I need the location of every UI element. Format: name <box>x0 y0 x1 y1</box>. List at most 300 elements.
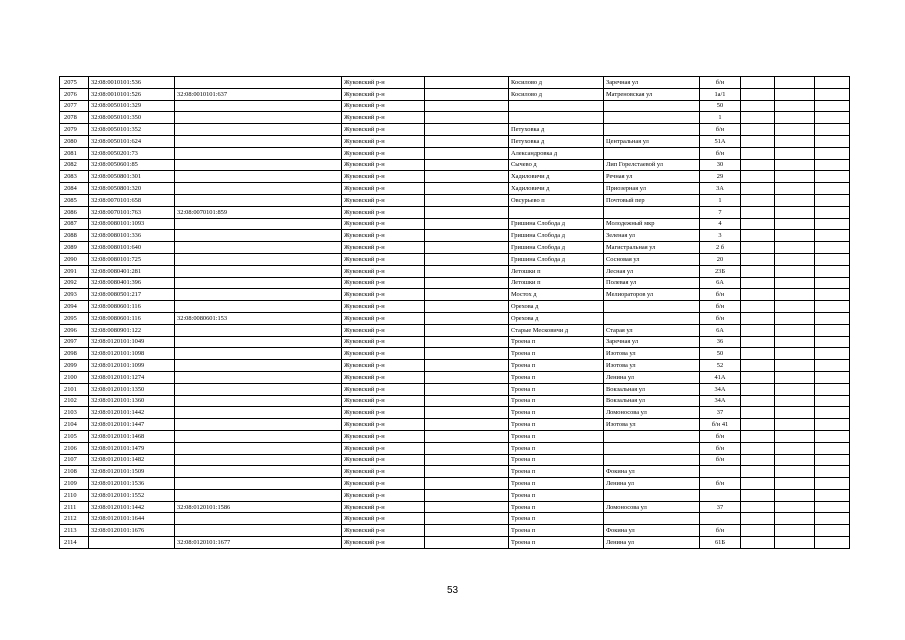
empty-cell <box>741 171 775 183</box>
table-row <box>60 489 850 501</box>
row-number: 2083 <box>60 171 89 183</box>
settlement-cell: Гришина Слобода д <box>509 230 604 242</box>
street-cell: Матреновская ул <box>604 88 700 100</box>
linked-cadastral-number <box>175 513 342 525</box>
empty-cell <box>815 171 850 183</box>
empty-cell <box>815 383 850 395</box>
house-number-cell: б/н 41 <box>700 419 741 431</box>
empty-cell <box>815 206 850 218</box>
district-cell: Жуковский р-н <box>342 466 425 478</box>
district-cell: Жуковский р-н <box>342 489 425 501</box>
house-number-cell: б/н <box>700 478 741 490</box>
house-number-cell: 50 <box>700 100 741 112</box>
linked-cadastral-number <box>175 289 342 301</box>
street-cell <box>604 513 700 525</box>
linked-cadastral-number <box>175 454 342 466</box>
empty-cell <box>741 442 775 454</box>
street-cell <box>604 454 700 466</box>
row-number: 2114 <box>60 537 89 549</box>
street-cell: Заречная ул <box>604 77 700 89</box>
house-number-cell: 61Б <box>700 537 741 549</box>
property-register-table <box>59 76 850 549</box>
empty-cell <box>815 395 850 407</box>
table-row <box>60 525 850 537</box>
empty-cell <box>741 124 775 136</box>
street-cell: Фокина ул <box>604 525 700 537</box>
row-number: 2090 <box>60 253 89 265</box>
empty-cell <box>775 407 815 419</box>
district-cell: Жуковский р-н <box>342 454 425 466</box>
settlement-cell: Орехова д <box>509 301 604 313</box>
empty-cell <box>425 501 509 513</box>
house-number-cell: 30 <box>700 159 741 171</box>
district-cell: Жуковский р-н <box>342 301 425 313</box>
settlement-cell: Троена п <box>509 513 604 525</box>
empty-cell <box>741 537 775 549</box>
district-cell: Жуковский р-н <box>342 442 425 454</box>
empty-cell <box>775 88 815 100</box>
table-row <box>60 77 850 89</box>
cadastral-number: 32:08:0120101:1442 <box>89 501 175 513</box>
empty-cell <box>815 159 850 171</box>
empty-cell <box>775 112 815 124</box>
empty-cell <box>775 489 815 501</box>
empty-cell <box>775 395 815 407</box>
table-row <box>60 194 850 206</box>
table-row <box>60 442 850 454</box>
table-row <box>60 312 850 324</box>
street-cell <box>604 489 700 501</box>
cadastral-number: 32:08:0080101:725 <box>89 253 175 265</box>
district-cell: Жуковский р-н <box>342 419 425 431</box>
table-row <box>60 336 850 348</box>
linked-cadastral-number <box>175 489 342 501</box>
settlement-cell: Гришина Слобода д <box>509 253 604 265</box>
table-row <box>60 371 850 383</box>
empty-cell <box>815 312 850 324</box>
district-cell: Жуковский р-н <box>342 242 425 254</box>
linked-cadastral-number <box>175 253 342 265</box>
empty-cell <box>741 100 775 112</box>
row-number: 2084 <box>60 183 89 195</box>
cadastral-number: 32:08:0120101:1644 <box>89 513 175 525</box>
table-row <box>60 206 850 218</box>
empty-cell <box>425 112 509 124</box>
cadastral-number: 32:08:0120101:1442 <box>89 407 175 419</box>
empty-cell <box>741 230 775 242</box>
row-number: 2079 <box>60 124 89 136</box>
empty-cell <box>815 466 850 478</box>
empty-cell <box>741 407 775 419</box>
street-cell: Старая ул <box>604 324 700 336</box>
empty-cell <box>815 88 850 100</box>
empty-cell <box>775 218 815 230</box>
house-number-cell: б/н <box>700 289 741 301</box>
empty-cell <box>775 147 815 159</box>
empty-cell <box>775 513 815 525</box>
cadastral-number: 32:08:0050101:350 <box>89 112 175 124</box>
empty-cell <box>815 77 850 89</box>
settlement-cell: Троена п <box>509 336 604 348</box>
street-cell: Ленина ул <box>604 537 700 549</box>
empty-cell <box>425 147 509 159</box>
empty-cell <box>815 419 850 431</box>
district-cell: Жуковский р-н <box>342 206 425 218</box>
settlement-cell: Троена п <box>509 407 604 419</box>
settlement-cell: Косилово д <box>509 77 604 89</box>
empty-cell <box>425 124 509 136</box>
empty-cell <box>425 253 509 265</box>
empty-cell <box>425 301 509 313</box>
empty-cell <box>815 265 850 277</box>
empty-cell <box>815 253 850 265</box>
linked-cadastral-number <box>175 466 342 478</box>
row-number: 2088 <box>60 230 89 242</box>
house-number-cell: б/н <box>700 77 741 89</box>
table-row <box>60 383 850 395</box>
house-number-cell: 1а/1 <box>700 88 741 100</box>
row-number: 2110 <box>60 489 89 501</box>
settlement-cell <box>509 112 604 124</box>
cadastral-number: 32:08:0120101:1468 <box>89 430 175 442</box>
district-cell: Жуковский р-н <box>342 183 425 195</box>
linked-cadastral-number <box>175 336 342 348</box>
empty-cell <box>425 194 509 206</box>
empty-cell <box>425 478 509 490</box>
empty-cell <box>741 253 775 265</box>
district-cell: Жуковский р-н <box>342 407 425 419</box>
cadastral-number <box>89 537 175 549</box>
district-cell: Жуковский р-н <box>342 100 425 112</box>
row-number: 2086 <box>60 206 89 218</box>
cadastral-number: 32:08:0120101:1098 <box>89 348 175 360</box>
row-number: 2106 <box>60 442 89 454</box>
row-number: 2094 <box>60 301 89 313</box>
empty-cell <box>741 430 775 442</box>
street-cell: Полевая ул <box>604 277 700 289</box>
row-number: 2091 <box>60 265 89 277</box>
table-row <box>60 501 850 513</box>
district-cell: Жуковский р-н <box>342 324 425 336</box>
empty-cell <box>815 489 850 501</box>
linked-cadastral-number: 32:08:0120101:1677 <box>175 537 342 549</box>
settlement-cell: Троена п <box>509 537 604 549</box>
empty-cell <box>741 336 775 348</box>
cadastral-number: 32:08:0120101:1482 <box>89 454 175 466</box>
cadastral-number: 32:08:0080501:217 <box>89 289 175 301</box>
empty-cell <box>425 277 509 289</box>
linked-cadastral-number <box>175 430 342 442</box>
settlement-cell: Петуховка д <box>509 135 604 147</box>
row-number: 2107 <box>60 454 89 466</box>
empty-cell <box>425 218 509 230</box>
linked-cadastral-number <box>175 395 342 407</box>
empty-cell <box>425 537 509 549</box>
district-cell: Жуковский р-н <box>342 336 425 348</box>
empty-cell <box>815 407 850 419</box>
empty-cell <box>775 277 815 289</box>
house-number-cell: 50 <box>700 348 741 360</box>
house-number-cell <box>700 489 741 501</box>
district-cell: Жуковский р-н <box>342 289 425 301</box>
empty-cell <box>775 478 815 490</box>
district-cell: Жуковский р-н <box>342 430 425 442</box>
settlement-cell: Троена п <box>509 395 604 407</box>
empty-cell <box>815 100 850 112</box>
linked-cadastral-number: 32:08:0010101:637 <box>175 88 342 100</box>
table-row <box>60 135 850 147</box>
empty-cell <box>815 218 850 230</box>
cadastral-number: 32:08:0120101:1049 <box>89 336 175 348</box>
cadastral-number: 32:08:0050601:85 <box>89 159 175 171</box>
street-cell: Мелиораторов ул <box>604 289 700 301</box>
empty-cell <box>741 265 775 277</box>
empty-cell <box>815 230 850 242</box>
empty-cell <box>425 371 509 383</box>
table-row <box>60 100 850 112</box>
table-row <box>60 112 850 124</box>
empty-cell <box>425 206 509 218</box>
settlement-cell: Троена п <box>509 360 604 372</box>
district-cell: Жуковский р-н <box>342 501 425 513</box>
empty-cell <box>815 478 850 490</box>
empty-cell <box>775 230 815 242</box>
linked-cadastral-number <box>175 135 342 147</box>
empty-cell <box>425 171 509 183</box>
empty-cell <box>741 301 775 313</box>
cadastral-number: 32:08:0070101:763 <box>89 206 175 218</box>
street-cell <box>604 124 700 136</box>
empty-cell <box>775 77 815 89</box>
house-number-cell: 37 <box>700 407 741 419</box>
house-number-cell: б/н <box>700 312 741 324</box>
empty-cell <box>425 430 509 442</box>
house-number-cell: 6А <box>700 324 741 336</box>
row-number: 2103 <box>60 407 89 419</box>
district-cell: Жуковский р-н <box>342 348 425 360</box>
row-number: 2098 <box>60 348 89 360</box>
linked-cadastral-number <box>175 348 342 360</box>
linked-cadastral-number: 32:08:0120101:1586 <box>175 501 342 513</box>
linked-cadastral-number <box>175 147 342 159</box>
cadastral-number: 32:08:0050101:624 <box>89 135 175 147</box>
cadastral-number: 32:08:0050101:352 <box>89 124 175 136</box>
house-number-cell: 2 б <box>700 242 741 254</box>
house-number-cell: б/н <box>700 124 741 136</box>
empty-cell <box>775 183 815 195</box>
row-number: 2092 <box>60 277 89 289</box>
row-number: 2080 <box>60 135 89 147</box>
settlement-cell: Александровка д <box>509 147 604 159</box>
empty-cell <box>425 383 509 395</box>
linked-cadastral-number <box>175 525 342 537</box>
empty-cell <box>741 360 775 372</box>
house-number-cell: 34А <box>700 383 741 395</box>
cadastral-number: 32:08:0120101:1447 <box>89 419 175 431</box>
linked-cadastral-number <box>175 301 342 313</box>
row-number: 2076 <box>60 88 89 100</box>
cadastral-number: 32:08:0080401:396 <box>89 277 175 289</box>
empty-cell <box>815 324 850 336</box>
district-cell: Жуковский р-н <box>342 159 425 171</box>
empty-cell <box>741 525 775 537</box>
empty-cell <box>741 513 775 525</box>
empty-cell <box>775 301 815 313</box>
cadastral-number: 32:08:0120101:1536 <box>89 478 175 490</box>
settlement-cell: Овсурьево п <box>509 194 604 206</box>
empty-cell <box>425 230 509 242</box>
empty-cell <box>775 206 815 218</box>
empty-cell <box>815 242 850 254</box>
empty-cell <box>425 88 509 100</box>
street-cell: Центральная ул <box>604 135 700 147</box>
house-number-cell: 4 <box>700 218 741 230</box>
empty-cell <box>775 348 815 360</box>
street-cell: Заречная ул <box>604 336 700 348</box>
street-cell: Сосновая ул <box>604 253 700 265</box>
district-cell: Жуковский р-н <box>342 112 425 124</box>
empty-cell <box>815 371 850 383</box>
house-number-cell: б/н <box>700 454 741 466</box>
table-row <box>60 147 850 159</box>
empty-cell <box>425 324 509 336</box>
empty-cell <box>775 454 815 466</box>
empty-cell <box>815 147 850 159</box>
empty-cell <box>775 383 815 395</box>
district-cell: Жуковский р-н <box>342 218 425 230</box>
house-number-cell: 29 <box>700 171 741 183</box>
cadastral-number: 32:08:0080601:116 <box>89 312 175 324</box>
house-number-cell: 34А <box>700 395 741 407</box>
street-cell <box>604 147 700 159</box>
cadastral-number: 32:08:0080101:640 <box>89 242 175 254</box>
empty-cell <box>425 348 509 360</box>
empty-cell <box>425 336 509 348</box>
cadastral-number: 32:08:0050801:301 <box>89 171 175 183</box>
empty-cell <box>815 194 850 206</box>
table-row <box>60 183 850 195</box>
empty-cell <box>815 442 850 454</box>
empty-cell <box>775 124 815 136</box>
settlement-cell: Троена п <box>509 371 604 383</box>
table-row <box>60 419 850 431</box>
row-number: 2109 <box>60 478 89 490</box>
district-cell: Жуковский р-н <box>342 194 425 206</box>
linked-cadastral-number <box>175 478 342 490</box>
table-row <box>60 265 850 277</box>
linked-cadastral-number <box>175 77 342 89</box>
table-row <box>60 348 850 360</box>
cadastral-number: 32:08:0080601:116 <box>89 301 175 313</box>
row-number: 2100 <box>60 371 89 383</box>
cadastral-number: 32:08:0080101:1093 <box>89 218 175 230</box>
row-number: 2112 <box>60 513 89 525</box>
linked-cadastral-number <box>175 242 342 254</box>
linked-cadastral-number: 32:08:0080601:153 <box>175 312 342 324</box>
table-row <box>60 454 850 466</box>
table-row <box>60 242 850 254</box>
district-cell: Жуковский р-н <box>342 537 425 549</box>
table-row <box>60 253 850 265</box>
empty-cell <box>741 312 775 324</box>
house-number-cell: 52 <box>700 360 741 372</box>
linked-cadastral-number <box>175 360 342 372</box>
street-cell: Ломоносова ул <box>604 501 700 513</box>
street-cell <box>604 312 700 324</box>
table-row <box>60 230 850 242</box>
empty-cell <box>741 277 775 289</box>
settlement-cell: Троена п <box>509 478 604 490</box>
empty-cell <box>741 466 775 478</box>
linked-cadastral-number <box>175 230 342 242</box>
settlement-cell: Старые Месковичи д <box>509 324 604 336</box>
cadastral-number: 32:08:0070101:658 <box>89 194 175 206</box>
district-cell: Жуковский р-н <box>342 360 425 372</box>
street-cell: Изотова ул <box>604 419 700 431</box>
table-row <box>60 218 850 230</box>
street-cell <box>604 301 700 313</box>
cadastral-number: 32:08:0120101:1360 <box>89 395 175 407</box>
empty-cell <box>741 478 775 490</box>
row-number: 2085 <box>60 194 89 206</box>
empty-cell <box>741 183 775 195</box>
house-number-cell: 6А <box>700 277 741 289</box>
empty-cell <box>741 501 775 513</box>
empty-cell <box>425 513 509 525</box>
row-number: 2078 <box>60 112 89 124</box>
house-number-cell: б/н <box>700 525 741 537</box>
empty-cell <box>775 336 815 348</box>
linked-cadastral-number: 32:08:0070101:859 <box>175 206 342 218</box>
district-cell: Жуковский р-н <box>342 383 425 395</box>
empty-cell <box>775 100 815 112</box>
house-number-cell <box>700 466 741 478</box>
linked-cadastral-number <box>175 159 342 171</box>
empty-cell <box>741 88 775 100</box>
district-cell: Жуковский р-н <box>342 395 425 407</box>
street-cell <box>604 430 700 442</box>
empty-cell <box>815 289 850 301</box>
street-cell: Почтовый пер <box>604 194 700 206</box>
empty-cell <box>425 77 509 89</box>
cadastral-number: 32:08:0120101:1099 <box>89 360 175 372</box>
empty-cell <box>775 289 815 301</box>
table-row <box>60 171 850 183</box>
house-number-cell: 3А <box>700 183 741 195</box>
empty-cell <box>741 159 775 171</box>
empty-cell <box>775 525 815 537</box>
empty-cell <box>425 100 509 112</box>
empty-cell <box>425 489 509 501</box>
cadastral-number: 32:08:0080401:281 <box>89 265 175 277</box>
street-cell <box>604 442 700 454</box>
settlement-cell: Летошки п <box>509 265 604 277</box>
row-number: 2113 <box>60 525 89 537</box>
table-row <box>60 466 850 478</box>
empty-cell <box>775 466 815 478</box>
empty-cell <box>775 430 815 442</box>
empty-cell <box>775 501 815 513</box>
district-cell: Жуковский р-н <box>342 513 425 525</box>
register-body <box>60 77 850 549</box>
empty-cell <box>425 159 509 171</box>
row-number: 2104 <box>60 419 89 431</box>
street-cell: Магистральная ул <box>604 242 700 254</box>
empty-cell <box>741 289 775 301</box>
empty-cell <box>815 112 850 124</box>
empty-cell <box>775 171 815 183</box>
district-cell: Жуковский р-н <box>342 265 425 277</box>
